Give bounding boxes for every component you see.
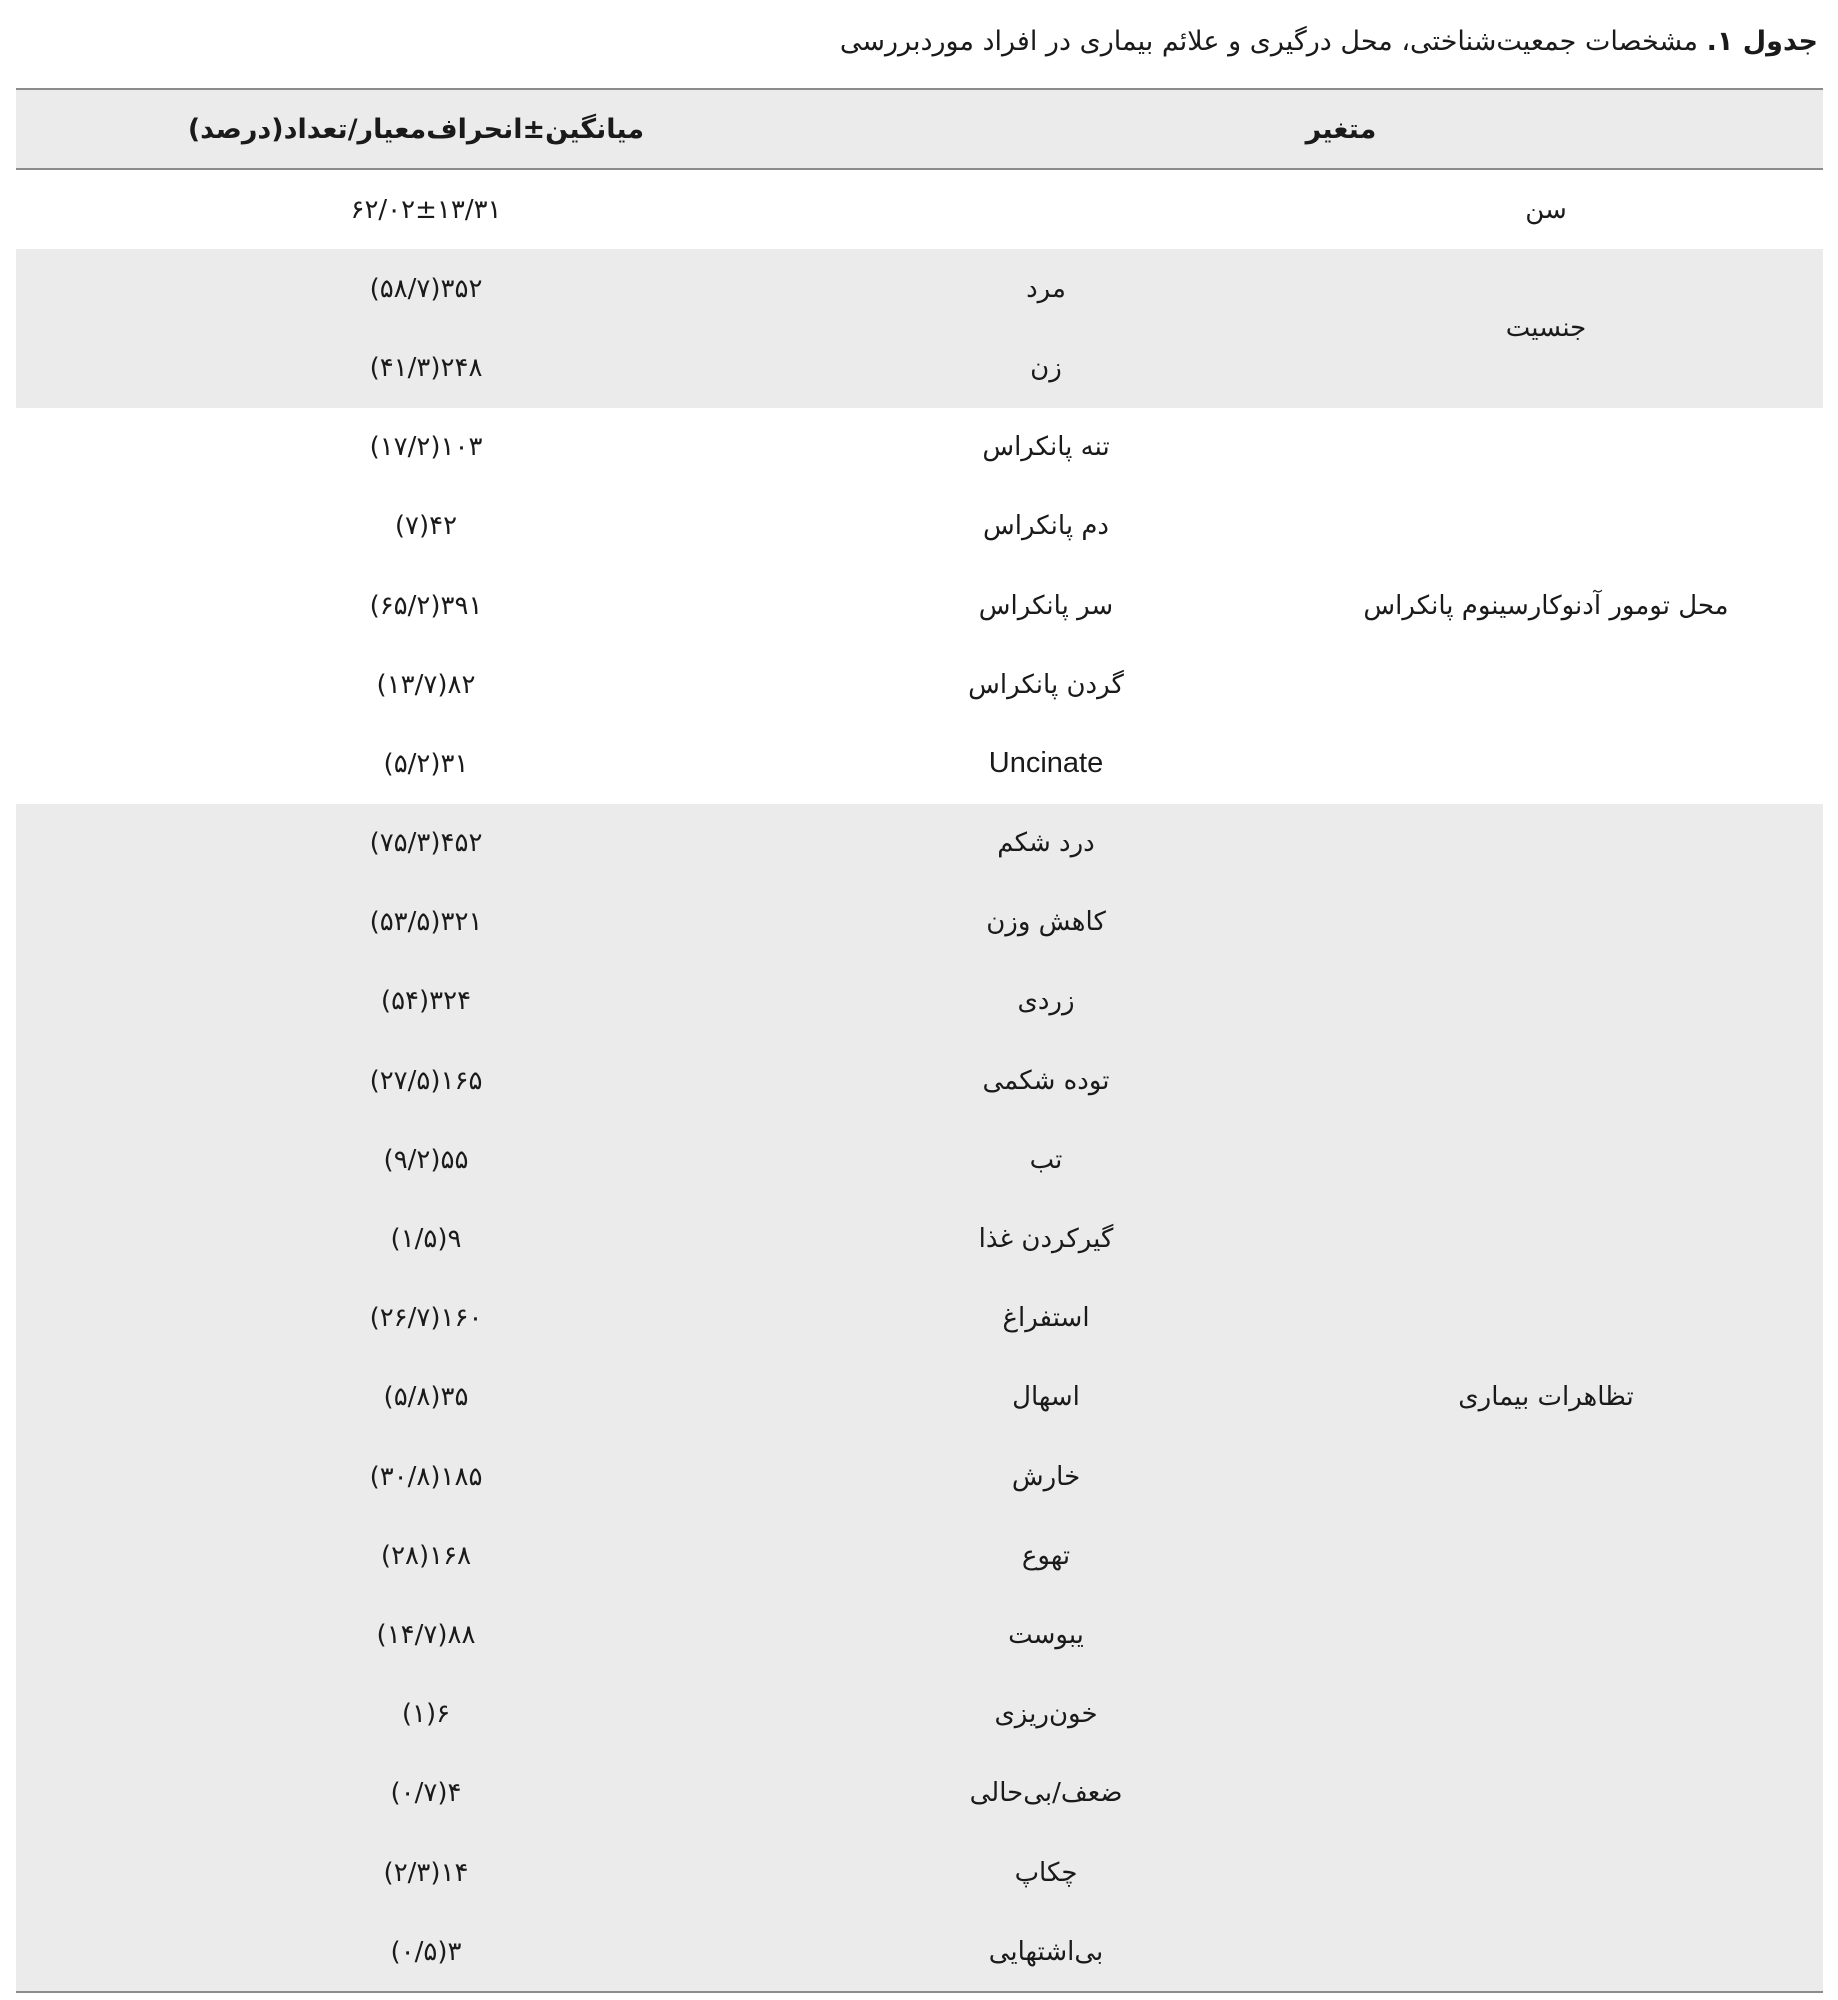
group-tumor-location: [16, 408, 1823, 804]
row-subcategory: استفراغ: [1002, 1303, 1090, 1334]
table-row: [16, 1912, 1823, 1991]
row-value: ۹(۱/۵): [390, 1224, 462, 1255]
table-row: [16, 408, 1823, 487]
row-subcategory: تب: [1029, 1144, 1063, 1175]
row-subcategory: Uncinate: [988, 747, 1104, 780]
row-subcategory: کاهش وزن: [986, 907, 1106, 938]
table-row: [16, 1279, 1823, 1358]
row-value: ۱۴(۲/۳): [383, 1857, 469, 1888]
row-value: ۴۵۲(۷۵/۳): [369, 828, 483, 859]
row-value: ۶۲/۰۲±۱۳/۳۱: [350, 194, 502, 225]
group-label: تظاهرات بیماری: [1458, 1382, 1634, 1413]
table-row: [16, 724, 1823, 803]
row-value: ۱۸۵(۳۰/۸): [369, 1461, 483, 1492]
row-subcategory: خون‌ریزی: [994, 1699, 1098, 1730]
row-value: ۸۸(۱۴/۷): [376, 1619, 476, 1650]
row-subcategory: تنه پانکراس: [982, 432, 1110, 463]
row-subcategory: توده شکمی: [982, 1065, 1110, 1096]
group-label: سن: [1525, 194, 1567, 225]
header-value: میانگین±انحراف‌معیار/تعداد(درصد): [187, 113, 645, 145]
row-value: ۳۲۱(۵۳/۵): [369, 907, 483, 938]
row-value: ۶(۱): [401, 1699, 451, 1730]
row-subcategory: مرد: [1026, 273, 1066, 304]
table-row: [16, 1595, 1823, 1674]
table-row: [16, 170, 1823, 249]
row-value: ۱۶۵(۲۷/۵): [369, 1065, 483, 1096]
row-value: ۵۵(۹/۲): [383, 1144, 469, 1175]
row-subcategory: چکاپ: [1014, 1857, 1078, 1888]
row-value: ۳۹۱(۶۵/۲): [369, 590, 483, 621]
row-value: ۳۱(۵/۲): [383, 748, 469, 779]
row-subcategory: یبوست: [1008, 1619, 1084, 1650]
caption-label: جدول ۱.: [1706, 26, 1818, 57]
row-value: ۱۶۸(۲۸): [380, 1540, 472, 1571]
row-subcategory: سر پانکراس: [978, 590, 1114, 621]
row-subcategory: دم پانکراس: [983, 511, 1110, 542]
table-row: [16, 1358, 1823, 1437]
row-subcategory: تهوع: [1021, 1540, 1071, 1571]
table-row: [16, 1833, 1823, 1912]
row-subcategory: بی‌اشتهایی: [988, 1936, 1104, 1967]
table-row: [16, 1041, 1823, 1120]
row-subcategory: ضعف/بی‌حالی: [969, 1778, 1123, 1809]
row-value: ۲۴۸(۴۱/۳): [369, 352, 483, 383]
row-subcategory: زردی: [1017, 986, 1075, 1017]
header-variable: متغیر: [1305, 113, 1377, 145]
group-age: [16, 170, 1823, 249]
table-header: [16, 90, 1823, 170]
data-table: [16, 88, 1823, 1993]
table-row: [16, 1516, 1823, 1595]
table-row: [16, 883, 1823, 962]
table-row: [16, 566, 1823, 645]
row-subcategory: گیرکردن غذا: [978, 1224, 1114, 1255]
table-row: [16, 804, 1823, 883]
row-subcategory: درد شکم: [997, 828, 1095, 859]
row-value: ۸۲(۱۳/۷): [376, 669, 476, 700]
row-value: ۱۰۳(۱۷/۲): [369, 432, 483, 463]
caption-text: مشخصات جمعیت‌شناختی، محل درگیری و علائم بیماری در افراد موردبررسی: [839, 26, 1698, 57]
group-manifestations: [16, 804, 1823, 1992]
table-row: [16, 645, 1823, 724]
group-gender: [16, 249, 1823, 407]
row-subcategory: خارش: [1011, 1461, 1081, 1492]
row-value: ۴(۰/۷): [390, 1778, 462, 1809]
table-row: [16, 249, 1823, 328]
row-value: ۴۲(۷): [394, 511, 458, 542]
row-value: ۱۶۰(۲۶/۷): [369, 1303, 483, 1334]
table-row: [16, 1437, 1823, 1516]
table-row: [16, 328, 1823, 407]
table-row: [16, 1675, 1823, 1754]
row-subcategory: [836, 170, 1256, 249]
row-subcategory: گردن پانکراس: [968, 669, 1124, 700]
table-row: [16, 962, 1823, 1041]
row-value: ۳۵۲(۵۸/۷): [369, 273, 483, 304]
table-caption: [840, 22, 1818, 62]
group-label: جنسیت: [1505, 313, 1587, 344]
row-subcategory: زن: [1030, 352, 1062, 383]
row-value: ۳(۰/۵): [390, 1936, 462, 1967]
group-label: محل تومور آدنوکارسینوم پانکراس: [1363, 590, 1729, 621]
row-value: ۳۵(۵/۸): [383, 1382, 469, 1413]
table-row: [16, 1754, 1823, 1833]
row-value: ۳۲۴(۵۴): [380, 986, 472, 1017]
table-row: [16, 487, 1823, 566]
row-subcategory: اسهال: [1012, 1382, 1080, 1413]
table-row: [16, 1120, 1823, 1199]
table-row: [16, 1199, 1823, 1278]
